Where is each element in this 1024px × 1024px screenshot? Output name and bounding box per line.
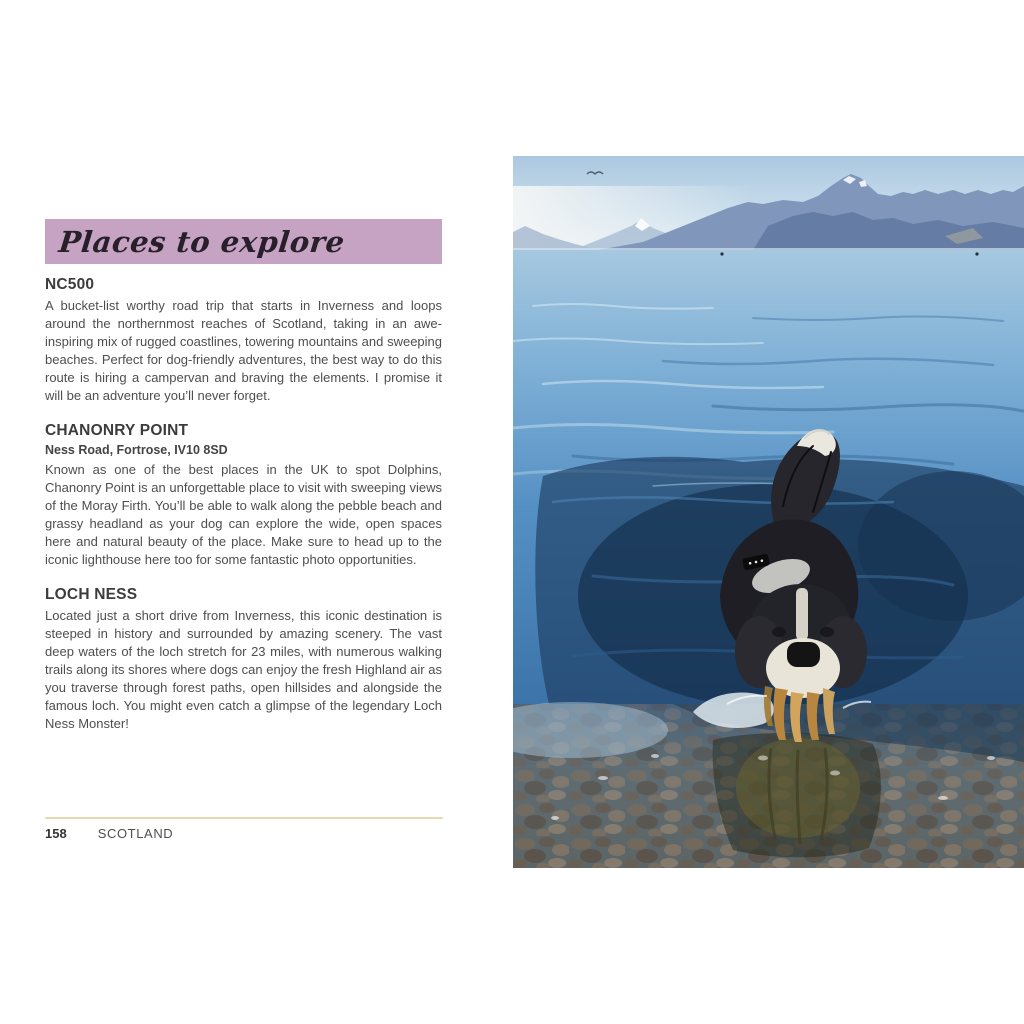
entry-loch-ness [45,586,442,733]
entry-nc500 [45,276,442,405]
entry-body: Located just a short drive from Inverness, this iconic destination is steeped in history and surrounded by amazing scenery. The vast deep waters of the loch stretch for 23 miles, with numerous walking trails along its shores where dogs can enjoy the fresh Highland air as you traverse through forest paths, open hillsides and alongside the famous loch. You might even catch a glimpse of the legendary Loch Ness Monster! [45,608,442,731]
entry-chanonry-point [45,422,442,569]
dog-reflection [713,733,881,857]
entry-heading: CHANONRY POINT [45,422,189,439]
footer-section-label: SCOTLAND [97,826,174,841]
buoy [720,252,723,255]
entry-heading: LOCH NESS [45,586,138,603]
dog-eye-right [820,627,834,637]
page-footer [45,817,443,841]
dog-nose [787,642,820,667]
dog-eye-left [772,627,786,637]
dog-white-blaze [796,588,808,640]
entry-address: Ness Road, Fortrose, IV10 8SD [45,443,228,457]
loch-ness-dog-photo [513,156,1024,868]
banner-title: Places to explore [57,224,347,259]
entry-body: Known as one of the best places in the UK to spot Dolphins, Chanonry Point is an unforgettable place to visit with sweeping views of the Moray Firth. You’ll be able to walk along the pebble beach and grassy headland as your dog can explore the wide, open spaces here and natural beauty of the place. Make sure to head up to the iconic lighthouse here too for some fantastic photo opportunities. [45,462,442,567]
buoy [975,252,978,255]
photo-illustration [513,156,1024,868]
entry-body: A bucket-list worthy road trip that starts in Inverness and loops around the northernmost reaches of Scotland, taking in an awe-inspiring mix of rugged coastlines, towering mountains and sweeping beaches. Perfect for dog-friendly adventures, the best way to do this route is hiring a campervan and braving the elements. I promise it will be an adventure you’ll never forget. [45,298,442,403]
page-number: 158 [45,826,67,841]
footer-row [45,826,443,841]
section-banner [45,219,442,264]
entry-heading: NC500 [45,276,95,293]
footer-rule [45,817,443,819]
text-column [45,219,442,750]
